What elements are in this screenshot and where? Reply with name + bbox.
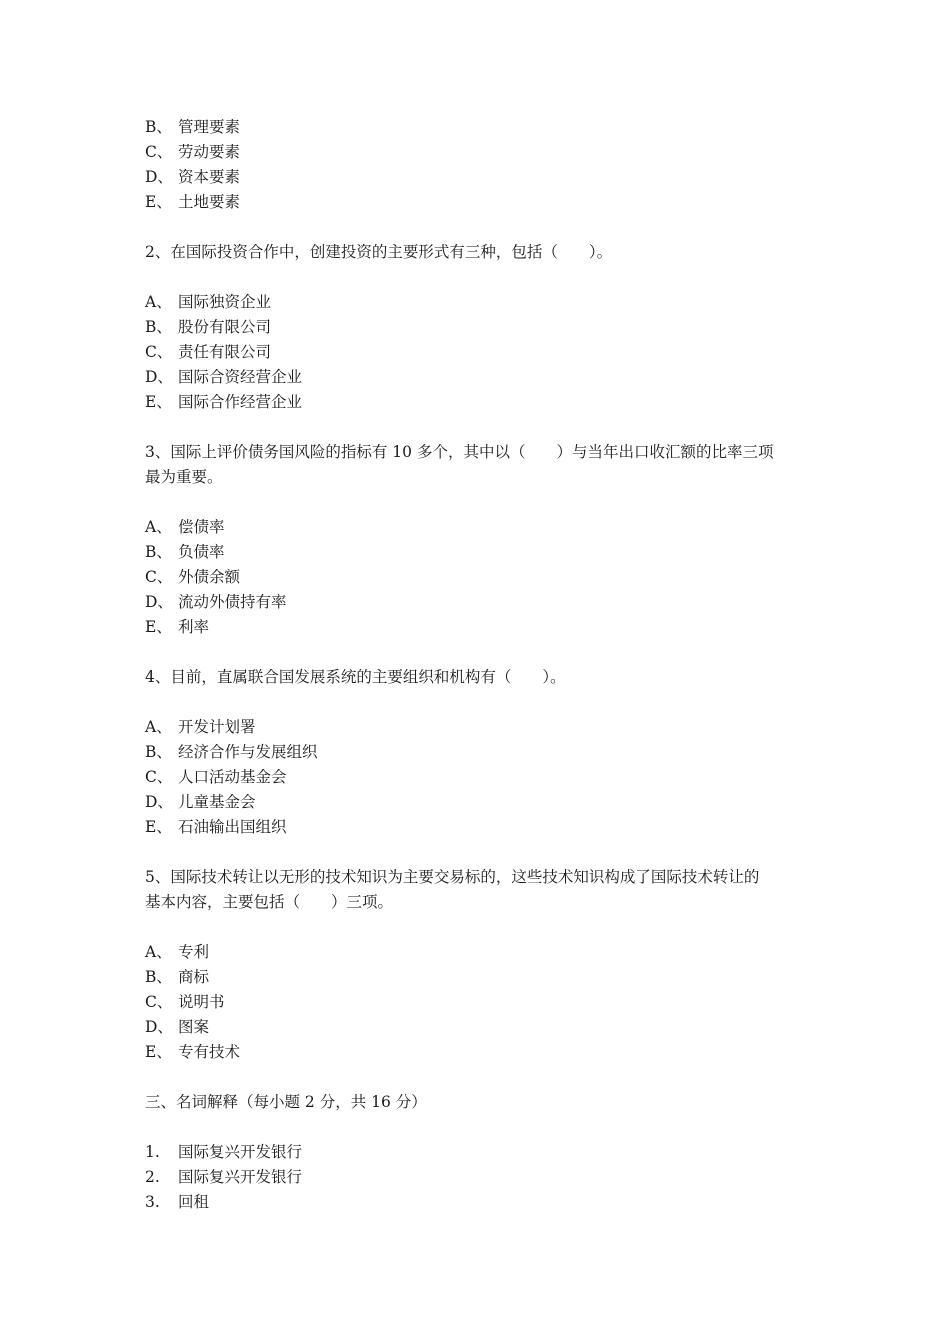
option-item <box>145 290 815 315</box>
option-text: 土地要素 <box>178 193 241 211</box>
option-key: E、 <box>145 818 172 836</box>
option-text: 偿债率 <box>178 518 225 536</box>
option-item <box>145 790 815 815</box>
option-key: A、 <box>145 518 172 536</box>
option-item <box>145 390 815 415</box>
option-key: C、 <box>145 568 173 586</box>
option-item <box>145 765 815 790</box>
option-key: E、 <box>145 1043 172 1061</box>
option-text: 专利 <box>178 943 210 961</box>
option-key: A、 <box>145 293 172 311</box>
option-list <box>145 940 815 1065</box>
option-item <box>145 515 815 540</box>
option-key: D、 <box>145 793 173 811</box>
option-item <box>145 815 815 840</box>
option-item <box>145 940 815 965</box>
question-5-text-line2: 基本内容，主要包括（ ）三项。 <box>145 893 394 911</box>
option-list <box>145 290 815 415</box>
option-key: C、 <box>145 143 173 161</box>
option-item <box>145 115 815 140</box>
option-item <box>145 740 815 765</box>
option-item <box>145 315 815 340</box>
option-key: A、 <box>145 943 172 961</box>
option-key: D、 <box>145 168 173 186</box>
option-list <box>145 715 815 840</box>
option-key: D、 <box>145 593 173 611</box>
option-key: B、 <box>145 968 172 986</box>
option-list <box>145 515 815 640</box>
option-text: 利率 <box>178 618 210 636</box>
option-key: B、 <box>145 543 172 561</box>
option-key: C、 <box>145 993 173 1011</box>
option-text: 说明书 <box>178 993 225 1011</box>
option-text: 儿童基金会 <box>178 793 256 811</box>
option-key: C、 <box>145 343 173 361</box>
option-text: 国际合作经营企业 <box>178 393 303 411</box>
option-text: 图案 <box>178 1018 210 1036</box>
option-text: 人口活动基金会 <box>178 768 287 786</box>
option-key: D、 <box>145 368 173 386</box>
document-page <box>145 115 815 1215</box>
option-key: E、 <box>145 618 172 636</box>
option-text: 国际独资企业 <box>178 293 272 311</box>
option-item <box>145 1015 815 1040</box>
option-list <box>145 115 815 215</box>
option-text: 负债率 <box>178 543 225 561</box>
question-4-text: 4、目前，直属联合国发展系统的主要组织和机构有（ ）。 <box>145 668 566 686</box>
term-list <box>145 1140 815 1215</box>
term-item <box>145 1190 815 1215</box>
option-item <box>145 190 815 215</box>
option-key: B、 <box>145 118 172 136</box>
option-key: B、 <box>145 318 172 336</box>
option-text: 专有技术 <box>178 1043 241 1061</box>
question-3-text-line1: 3、国际上评价债务国风险的指标有 10 多个，其中以（ ）与当年出口收汇额的比率三项 <box>145 443 774 461</box>
option-item <box>145 340 815 365</box>
question-5-text-line1: 5、国际技术转让以无形的技术知识为主要交易标的，这些技术知识构成了国际技术转让的 <box>145 868 760 886</box>
option-item <box>145 365 815 390</box>
option-text: 外债余额 <box>178 568 241 586</box>
option-item <box>145 590 815 615</box>
option-item <box>145 1040 815 1065</box>
option-item <box>145 165 815 190</box>
option-key: E、 <box>145 393 172 411</box>
term-text: 回租 <box>178 1193 210 1211</box>
option-text: 责任有限公司 <box>178 343 272 361</box>
option-key: D、 <box>145 1018 173 1036</box>
term-number: 3. <box>145 1193 160 1211</box>
term-number: 2. <box>145 1168 160 1186</box>
option-text: 石油输出国组织 <box>178 818 287 836</box>
option-text: 经济合作与发展组织 <box>178 743 318 761</box>
option-item <box>145 990 815 1015</box>
section-3-heading: 三、名词解释（每小题 2 分，共 16 分） <box>145 1093 427 1111</box>
option-text: 管理要素 <box>178 118 241 136</box>
option-key: A、 <box>145 718 172 736</box>
option-text: 股份有限公司 <box>178 318 272 336</box>
option-item <box>145 965 815 990</box>
option-item <box>145 565 815 590</box>
option-key: E、 <box>145 193 172 211</box>
option-text: 国际合资经营企业 <box>178 368 303 386</box>
option-key: C、 <box>145 768 173 786</box>
option-item <box>145 140 815 165</box>
option-text: 开发计划署 <box>178 718 256 736</box>
option-item <box>145 715 815 740</box>
term-text: 国际复兴开发银行 <box>178 1143 303 1161</box>
question-3-text-line2: 最为重要。 <box>145 468 223 486</box>
option-text: 商标 <box>178 968 210 986</box>
option-text: 劳动要素 <box>178 143 241 161</box>
term-item <box>145 1140 815 1165</box>
option-text: 流动外债持有率 <box>178 593 287 611</box>
term-item <box>145 1165 815 1190</box>
option-key: B、 <box>145 743 172 761</box>
option-item <box>145 540 815 565</box>
option-item <box>145 615 815 640</box>
option-text: 资本要素 <box>178 168 241 186</box>
term-number: 1. <box>145 1143 160 1161</box>
term-text: 国际复兴开发银行 <box>178 1168 303 1186</box>
question-2-text: 2、在国际投资合作中，创建投资的主要形式有三种，包括（ ）。 <box>145 243 613 261</box>
